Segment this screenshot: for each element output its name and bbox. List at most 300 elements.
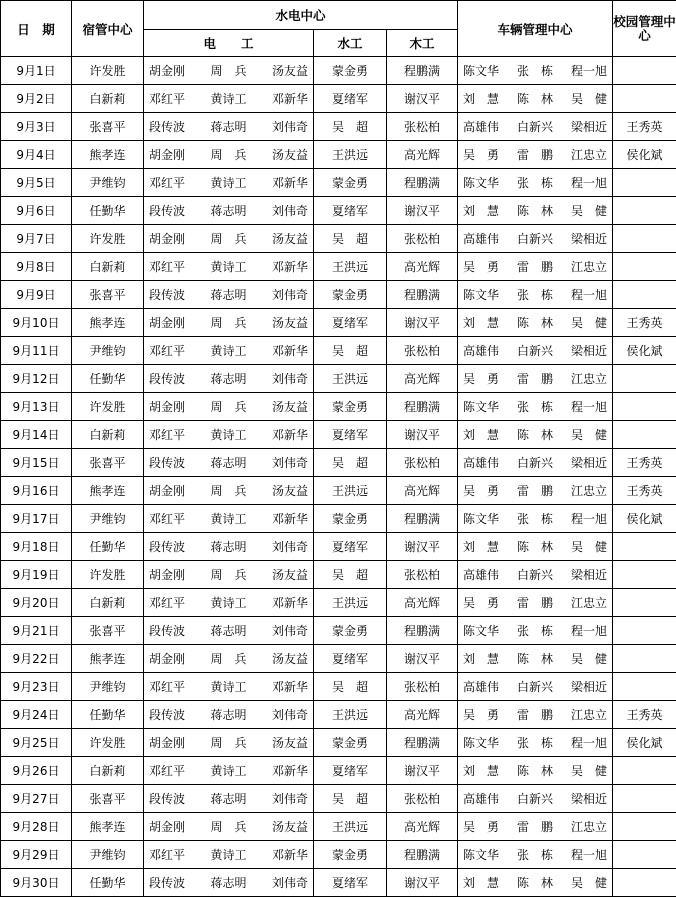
staff-name: 黄诗工 [210, 680, 247, 694]
staff-name: 段传波 [149, 624, 186, 638]
electrician-cell [144, 477, 314, 505]
staff-name: 邓新华 [271, 848, 308, 862]
plumber-cell: 蒙金勇 [314, 617, 387, 645]
vehicle-cell [458, 477, 613, 505]
carpenter-cell: 谢汉平 [387, 197, 458, 225]
staff-name: 陈 林 [517, 764, 554, 778]
header-dorm-center: 宿管中心 [72, 1, 144, 57]
date-cell: 9月1日 [1, 57, 72, 85]
staff-name: 吴 健 [570, 876, 607, 890]
staff-name: 蒋志明 [210, 876, 247, 890]
staff-name: 陈 林 [517, 652, 554, 666]
campus-cell [613, 813, 676, 841]
table-row [1, 449, 676, 477]
staff-name: 汤友益 [271, 232, 308, 246]
table-row [1, 309, 676, 337]
date-cell: 9月26日 [1, 757, 72, 785]
staff-name: 邓红平 [149, 848, 186, 862]
staff-name: 张 栋 [517, 512, 554, 526]
staff-name: 梁相近 [570, 344, 607, 358]
table-row [1, 561, 676, 589]
dorm-cell: 许发胜 [72, 561, 144, 589]
vehicle-cell [458, 281, 613, 309]
staff-name: 雷 鹏 [517, 484, 554, 498]
staff-name: 梁相近 [570, 568, 607, 582]
staff-name: 段传波 [149, 792, 186, 806]
staff-name: 胡金刚 [149, 568, 186, 582]
staff-name: 邓红平 [149, 260, 186, 274]
table-row [1, 57, 676, 85]
staff-name: 胡金刚 [149, 652, 186, 666]
staff-name: 段传波 [149, 708, 186, 722]
plumber-cell: 吴 超 [314, 785, 387, 813]
carpenter-cell: 张松柏 [387, 113, 458, 141]
staff-name: 吴 勇 [463, 708, 500, 722]
table-row [1, 197, 676, 225]
staff-name: 陈 林 [517, 92, 554, 106]
vehicle-cell [458, 253, 613, 281]
table-row [1, 813, 676, 841]
date-cell: 9月7日 [1, 225, 72, 253]
campus-cell: 王秀英 [613, 449, 676, 477]
vehicle-cell [458, 169, 613, 197]
staff-name: 陈文华 [463, 848, 500, 862]
plumber-cell: 蒙金勇 [314, 169, 387, 197]
staff-name: 周 兵 [210, 736, 247, 750]
staff-name: 周 兵 [210, 400, 247, 414]
staff-name: 吴 勇 [463, 484, 500, 498]
plumber-cell: 吴 超 [314, 337, 387, 365]
vehicle-cell [458, 421, 613, 449]
staff-name: 周 兵 [210, 652, 247, 666]
staff-name: 吴 勇 [463, 148, 500, 162]
staff-name: 蒋志明 [210, 792, 247, 806]
staff-name: 汤友益 [271, 148, 308, 162]
staff-name: 蒋志明 [210, 624, 247, 638]
header-vehicle-center: 车辆管理中心 [458, 1, 613, 57]
staff-name: 程一旭 [570, 288, 607, 302]
campus-cell: 侯化斌 [613, 729, 676, 757]
plumber-cell: 吴 超 [314, 449, 387, 477]
staff-name: 陈文华 [463, 624, 500, 638]
plumber-cell: 吴 超 [314, 561, 387, 589]
staff-name: 吴 健 [570, 764, 607, 778]
table-row [1, 701, 676, 729]
staff-name: 邓新华 [271, 428, 308, 442]
staff-name: 段传波 [149, 288, 186, 302]
staff-name: 黄诗工 [210, 512, 247, 526]
staff-name: 刘 慧 [463, 652, 500, 666]
table-row [1, 505, 676, 533]
carpenter-cell: 谢汉平 [387, 421, 458, 449]
plumber-cell: 吴 超 [314, 673, 387, 701]
staff-name: 蒋志明 [210, 708, 247, 722]
carpenter-cell: 高光辉 [387, 701, 458, 729]
staff-name: 周 兵 [210, 568, 247, 582]
electrician-cell [144, 505, 314, 533]
vehicle-cell [458, 309, 613, 337]
staff-name: 张 栋 [517, 176, 554, 190]
staff-name: 邓红平 [149, 428, 186, 442]
date-cell: 9月2日 [1, 85, 72, 113]
plumber-cell: 夏绪军 [314, 85, 387, 113]
staff-name: 刘 慧 [463, 764, 500, 778]
staff-name: 陈文华 [463, 64, 500, 78]
staff-name: 邓红平 [149, 596, 186, 610]
staff-name: 黄诗工 [210, 764, 247, 778]
dorm-cell: 许发胜 [72, 729, 144, 757]
campus-cell [613, 169, 676, 197]
staff-name: 黄诗工 [210, 176, 247, 190]
staff-name: 段传波 [149, 876, 186, 890]
staff-name: 邓新华 [271, 596, 308, 610]
roster-body [1, 57, 676, 897]
electrician-cell [144, 113, 314, 141]
table-row [1, 757, 676, 785]
campus-cell: 王秀英 [613, 701, 676, 729]
campus-cell [613, 393, 676, 421]
electrician-cell [144, 785, 314, 813]
staff-name: 白新兴 [517, 568, 554, 582]
staff-name: 汤友益 [271, 316, 308, 330]
carpenter-cell: 程鹏满 [387, 169, 458, 197]
staff-name: 刘伟奇 [271, 372, 308, 386]
dorm-cell: 白新莉 [72, 85, 144, 113]
table-row [1, 393, 676, 421]
plumber-cell: 夏绪军 [314, 645, 387, 673]
staff-name: 黄诗工 [210, 260, 247, 274]
staff-name: 汤友益 [271, 820, 308, 834]
campus-cell: 王秀英 [613, 309, 676, 337]
staff-name: 邓新华 [271, 512, 308, 526]
staff-name: 陈 林 [517, 204, 554, 218]
dorm-cell: 任勤华 [72, 869, 144, 897]
vehicle-cell [458, 673, 613, 701]
dorm-cell: 许发胜 [72, 393, 144, 421]
staff-name: 程一旭 [570, 176, 607, 190]
staff-name: 陈 林 [517, 876, 554, 890]
plumber-cell: 王洪远 [314, 813, 387, 841]
staff-name: 刘伟奇 [271, 876, 308, 890]
campus-cell [613, 617, 676, 645]
vehicle-cell [458, 393, 613, 421]
campus-cell [613, 85, 676, 113]
carpenter-cell: 张松柏 [387, 337, 458, 365]
header-campus-center: 校园管理中心 [613, 1, 676, 57]
carpenter-cell: 程鹏满 [387, 281, 458, 309]
campus-cell [613, 281, 676, 309]
dorm-cell: 熊孝连 [72, 813, 144, 841]
date-cell: 9月21日 [1, 617, 72, 645]
staff-name: 高雄伟 [463, 344, 500, 358]
carpenter-cell: 谢汉平 [387, 645, 458, 673]
vehicle-cell [458, 449, 613, 477]
plumber-cell: 王洪远 [314, 253, 387, 281]
staff-name: 刘伟奇 [271, 204, 308, 218]
date-cell: 9月29日 [1, 841, 72, 869]
staff-name: 梁相近 [570, 792, 607, 806]
staff-name: 白新兴 [517, 344, 554, 358]
staff-name: 段传波 [149, 456, 186, 470]
staff-name: 邓红平 [149, 176, 186, 190]
plumber-cell: 王洪远 [314, 141, 387, 169]
staff-name: 黄诗工 [210, 92, 247, 106]
staff-name: 雷 鹏 [517, 596, 554, 610]
staff-name: 程一旭 [570, 736, 607, 750]
carpenter-cell: 张松柏 [387, 673, 458, 701]
staff-name: 胡金刚 [149, 820, 186, 834]
staff-name: 高雄伟 [463, 568, 500, 582]
electrician-cell [144, 225, 314, 253]
staff-name: 梁相近 [570, 456, 607, 470]
staff-name: 吴 健 [570, 428, 607, 442]
date-cell: 9月20日 [1, 589, 72, 617]
staff-name: 周 兵 [210, 232, 247, 246]
dorm-cell: 张喜平 [72, 785, 144, 813]
campus-cell [613, 673, 676, 701]
plumber-cell: 王洪远 [314, 701, 387, 729]
staff-name: 江忠立 [570, 820, 607, 834]
staff-name: 蒋志明 [210, 120, 247, 134]
staff-name: 汤友益 [271, 568, 308, 582]
electrician-cell [144, 561, 314, 589]
electrician-cell [144, 617, 314, 645]
staff-name: 程一旭 [570, 512, 607, 526]
plumber-cell: 夏绪军 [314, 533, 387, 561]
dorm-cell: 白新莉 [72, 589, 144, 617]
staff-name: 邓新华 [271, 260, 308, 274]
carpenter-cell: 高光辉 [387, 253, 458, 281]
table-row [1, 533, 676, 561]
date-cell: 9月24日 [1, 701, 72, 729]
campus-cell [613, 57, 676, 85]
staff-name: 胡金刚 [149, 484, 186, 498]
date-cell: 9月23日 [1, 673, 72, 701]
staff-name: 江忠立 [570, 148, 607, 162]
vehicle-cell [458, 869, 613, 897]
staff-name: 陈文华 [463, 176, 500, 190]
staff-name: 陈文华 [463, 736, 500, 750]
staff-name: 白新兴 [517, 456, 554, 470]
vehicle-cell [458, 785, 613, 813]
staff-name: 白新兴 [517, 680, 554, 694]
date-cell: 9月14日 [1, 421, 72, 449]
staff-name: 雷 鹏 [517, 820, 554, 834]
staff-name: 吴 健 [570, 540, 607, 554]
carpenter-cell: 谢汉平 [387, 533, 458, 561]
table-row [1, 365, 676, 393]
staff-name: 吴 勇 [463, 820, 500, 834]
table-row [1, 421, 676, 449]
staff-name: 程一旭 [570, 400, 607, 414]
date-cell: 9月16日 [1, 477, 72, 505]
vehicle-cell [458, 645, 613, 673]
electrician-cell [144, 365, 314, 393]
date-cell: 9月8日 [1, 253, 72, 281]
table-row [1, 85, 676, 113]
staff-name: 刘 慧 [463, 316, 500, 330]
electrician-cell [144, 449, 314, 477]
vehicle-cell [458, 57, 613, 85]
table-row [1, 225, 676, 253]
campus-cell [613, 645, 676, 673]
electrician-cell [144, 729, 314, 757]
staff-name: 刘 慧 [463, 428, 500, 442]
vehicle-cell [458, 197, 613, 225]
staff-name: 邓红平 [149, 344, 186, 358]
staff-name: 段传波 [149, 372, 186, 386]
staff-name: 周 兵 [210, 316, 247, 330]
staff-name: 胡金刚 [149, 400, 186, 414]
date-cell: 9月19日 [1, 561, 72, 589]
dorm-cell: 尹维钧 [72, 169, 144, 197]
campus-cell [613, 253, 676, 281]
campus-cell [613, 589, 676, 617]
carpenter-cell: 程鹏满 [387, 57, 458, 85]
table-row [1, 841, 676, 869]
dorm-cell: 任勤华 [72, 365, 144, 393]
staff-name: 陈文华 [463, 288, 500, 302]
date-cell: 9月28日 [1, 813, 72, 841]
carpenter-cell: 程鹏满 [387, 505, 458, 533]
staff-name: 刘伟奇 [271, 456, 308, 470]
carpenter-cell: 张松柏 [387, 449, 458, 477]
staff-name: 段传波 [149, 120, 186, 134]
dorm-cell: 任勤华 [72, 701, 144, 729]
staff-name: 邓新华 [271, 680, 308, 694]
vehicle-cell [458, 561, 613, 589]
staff-name: 陈文华 [463, 512, 500, 526]
carpenter-cell: 谢汉平 [387, 757, 458, 785]
campus-cell [613, 561, 676, 589]
carpenter-cell: 程鹏满 [387, 393, 458, 421]
staff-name: 邓新华 [271, 764, 308, 778]
campus-cell: 侯化斌 [613, 141, 676, 169]
staff-name: 邓红平 [149, 680, 186, 694]
staff-name: 陈 林 [517, 428, 554, 442]
staff-name: 雷 鹏 [517, 372, 554, 386]
electrician-cell [144, 841, 314, 869]
electrician-cell [144, 337, 314, 365]
carpenter-cell: 谢汉平 [387, 309, 458, 337]
vehicle-cell [458, 141, 613, 169]
vehicle-cell [458, 365, 613, 393]
electrician-cell [144, 421, 314, 449]
electrician-cell [144, 757, 314, 785]
plumber-cell: 吴 超 [314, 113, 387, 141]
table-row [1, 589, 676, 617]
staff-name: 高雄伟 [463, 120, 500, 134]
date-cell: 9月17日 [1, 505, 72, 533]
staff-name: 吴 勇 [463, 372, 500, 386]
electrician-cell [144, 281, 314, 309]
plumber-cell: 蒙金勇 [314, 393, 387, 421]
staff-name: 张 栋 [517, 736, 554, 750]
staff-name: 陈 林 [517, 540, 554, 554]
carpenter-cell: 高光辉 [387, 477, 458, 505]
header-plumber: 水工 [314, 30, 387, 57]
table-row [1, 169, 676, 197]
vehicle-cell [458, 225, 613, 253]
campus-cell [613, 225, 676, 253]
date-cell: 9月12日 [1, 365, 72, 393]
campus-cell [613, 757, 676, 785]
staff-name: 胡金刚 [149, 64, 186, 78]
staff-name: 段传波 [149, 540, 186, 554]
dorm-cell: 张喜平 [72, 281, 144, 309]
electrician-cell [144, 645, 314, 673]
staff-name: 程一旭 [570, 624, 607, 638]
carpenter-cell: 张松柏 [387, 785, 458, 813]
staff-name: 梁相近 [570, 120, 607, 134]
staff-name: 程一旭 [570, 848, 607, 862]
staff-name: 张 栋 [517, 624, 554, 638]
electrician-cell [144, 701, 314, 729]
dorm-cell: 许发胜 [72, 225, 144, 253]
plumber-cell: 蒙金勇 [314, 281, 387, 309]
plumber-cell: 蒙金勇 [314, 841, 387, 869]
table-row [1, 617, 676, 645]
electrician-cell [144, 197, 314, 225]
staff-name: 张 栋 [517, 848, 554, 862]
staff-name: 邓红平 [149, 512, 186, 526]
staff-name: 蒋志明 [210, 204, 247, 218]
staff-name: 雷 鹏 [517, 708, 554, 722]
table-row [1, 337, 676, 365]
staff-name: 江忠立 [570, 260, 607, 274]
staff-name: 高雄伟 [463, 456, 500, 470]
dorm-cell: 任勤华 [72, 197, 144, 225]
vehicle-cell [458, 701, 613, 729]
table-row [1, 253, 676, 281]
plumber-cell: 蒙金勇 [314, 505, 387, 533]
dorm-cell: 尹维钧 [72, 505, 144, 533]
staff-name: 梁相近 [570, 680, 607, 694]
plumber-cell: 吴 超 [314, 225, 387, 253]
electrician-cell [144, 141, 314, 169]
dorm-cell: 熊孝连 [72, 645, 144, 673]
vehicle-cell [458, 841, 613, 869]
date-cell: 9月4日 [1, 141, 72, 169]
staff-name: 邓新华 [271, 92, 308, 106]
electrician-cell [144, 85, 314, 113]
dorm-cell: 张喜平 [72, 617, 144, 645]
campus-cell [613, 365, 676, 393]
staff-name: 汤友益 [271, 484, 308, 498]
staff-name: 白新兴 [517, 120, 554, 134]
staff-name: 吴 健 [570, 652, 607, 666]
dorm-cell: 熊孝连 [72, 309, 144, 337]
staff-name: 邓新华 [271, 344, 308, 358]
plumber-cell: 蒙金勇 [314, 57, 387, 85]
carpenter-cell: 高光辉 [387, 589, 458, 617]
staff-name: 周 兵 [210, 148, 247, 162]
header-date: 日 期 [1, 1, 72, 57]
dorm-cell: 任勤华 [72, 533, 144, 561]
staff-name: 蒋志明 [210, 540, 247, 554]
staff-name: 段传波 [149, 204, 186, 218]
vehicle-cell [458, 505, 613, 533]
campus-cell [613, 197, 676, 225]
electrician-cell [144, 869, 314, 897]
staff-name: 江忠立 [570, 708, 607, 722]
staff-name: 黄诗工 [210, 848, 247, 862]
electrician-cell [144, 673, 314, 701]
staff-name: 刘 慧 [463, 876, 500, 890]
vehicle-cell [458, 617, 613, 645]
campus-cell: 王秀英 [613, 113, 676, 141]
staff-name: 高雄伟 [463, 232, 500, 246]
